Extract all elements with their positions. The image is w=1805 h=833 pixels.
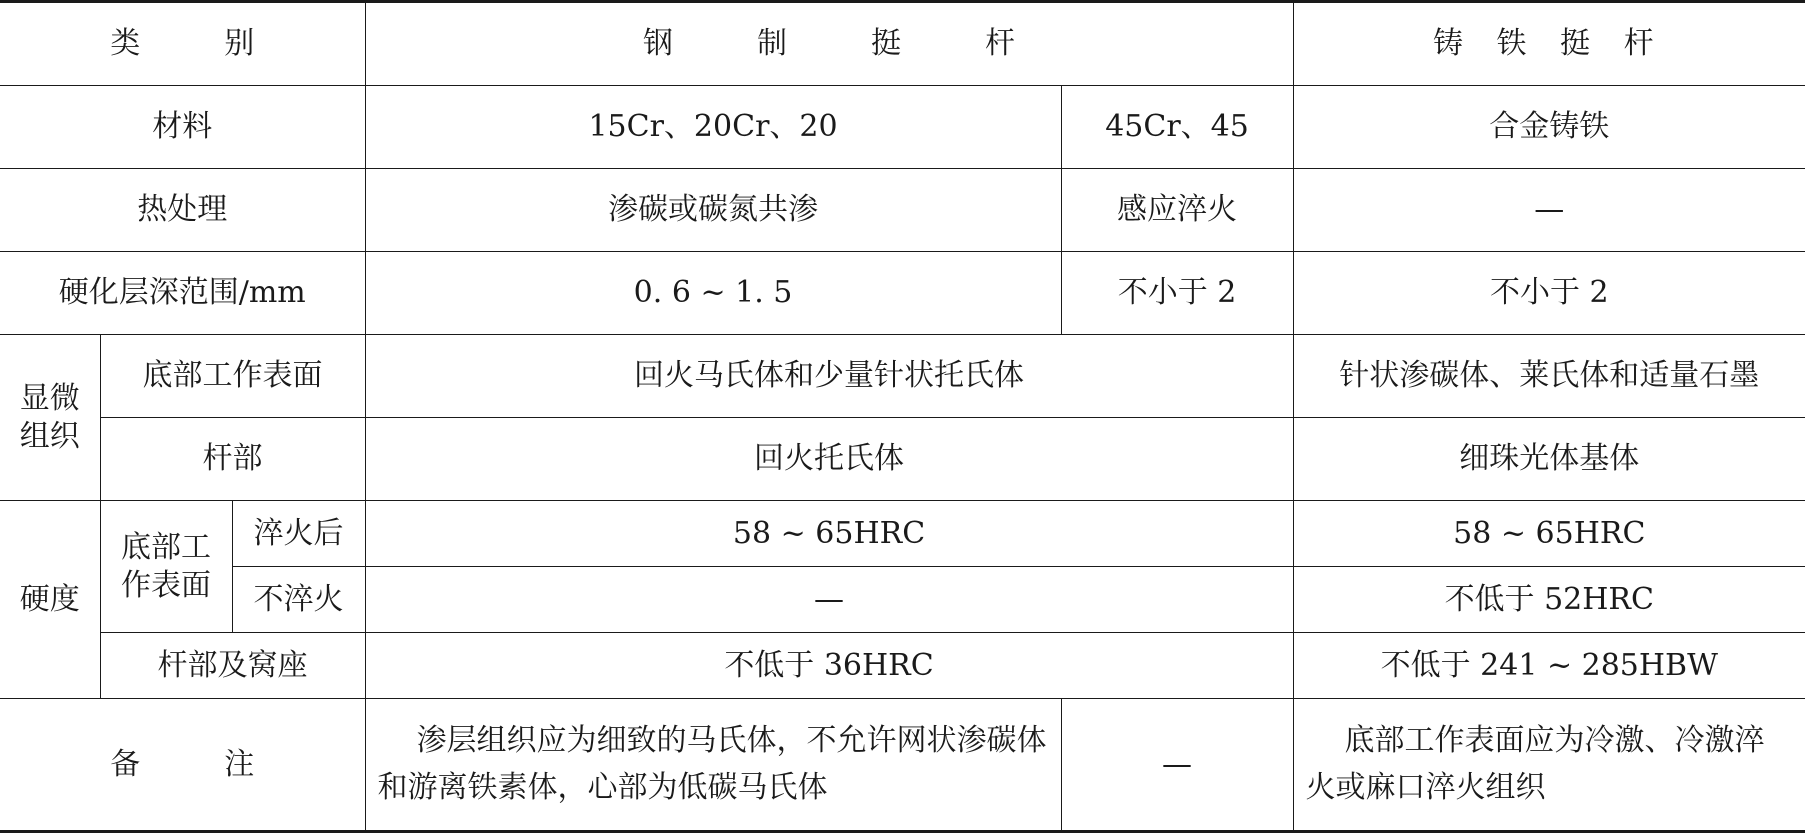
remarks-cast-iron xyxy=(1293,699,1805,832)
microstructure-label: 显微组织 xyxy=(0,335,100,501)
material-steel-carburizing: 15Cr、20Cr、20 xyxy=(365,86,1061,169)
microstructure-stem-cast-iron: 细珠光体基体 xyxy=(1293,418,1805,501)
remarks-steel-induction: — xyxy=(1061,699,1293,832)
microstructure-stem-label: 杆部 xyxy=(100,418,365,501)
hardness-quenched-cast-iron: 58 ~ 65HRC xyxy=(1293,501,1805,567)
hardness-quenched-row xyxy=(0,501,1805,567)
hardness-unquenched-label: 不淬火 xyxy=(232,567,365,633)
material-steel-induction: 45Cr、45 xyxy=(1061,86,1293,169)
header-cast-iron-tappet: 铸 铁 挺 杆 xyxy=(1293,2,1805,86)
hardness-stem-seat-row xyxy=(0,633,1805,699)
heat-treatment-cast-iron: — xyxy=(1293,169,1805,252)
microstructure-bottom-surface-label: 底部工作表面 xyxy=(100,335,365,418)
case-depth-cast-iron: 不小于 2 xyxy=(1293,252,1805,335)
case-depth-row xyxy=(0,252,1805,335)
hardness-stem-seat-steel: 不低于 36HRC xyxy=(365,633,1293,699)
microstructure-stem-row xyxy=(0,418,1805,501)
hardness-bottom-surface-label: 底部工作表面 xyxy=(100,501,232,633)
microstructure-stem-steel: 回火托氏体 xyxy=(365,418,1293,501)
remarks-cast-iron-text: 底部工作表面应为冷激、冷激淬火或麻口淬火组织 xyxy=(1305,723,1765,805)
microstructure-bottom-surface-cast-iron: 针状渗碳体、莱氏体和适量石墨 xyxy=(1293,335,1805,418)
case-depth-steel-induction: 不小于 2 xyxy=(1061,252,1293,335)
case-depth-steel-carburizing: 0. 6 ~ 1. 5 xyxy=(365,252,1061,335)
hardness-label: 硬度 xyxy=(0,501,100,699)
hardness-unquenched-cast-iron: 不低于 52HRC xyxy=(1293,567,1805,633)
material-row xyxy=(0,86,1805,169)
hardness-stem-seat-label: 杆部及窝座 xyxy=(100,633,365,699)
microstructure-bottom-row xyxy=(0,335,1805,418)
hardness-unquenched-steel: — xyxy=(365,567,1293,633)
header-row xyxy=(0,2,1805,86)
microstructure-bottom-surface-steel: 回火马氏体和少量针状托氏体 xyxy=(365,335,1293,418)
heat-treatment-label: 热处理 xyxy=(0,169,365,252)
heat-treatment-row xyxy=(0,169,1805,252)
remarks-row xyxy=(0,699,1805,832)
material-label: 材料 xyxy=(0,86,365,169)
hardness-quenched-label: 淬火后 xyxy=(232,501,365,567)
material-cast-iron: 合金铸铁 xyxy=(1293,86,1805,169)
header-steel-tappet: 钢 制 挺 杆 xyxy=(365,2,1293,86)
hardness-stem-seat-cast-iron: 不低于 241 ~ 285HBW xyxy=(1293,633,1805,699)
heat-treatment-steel-carburizing: 渗碳或碳氮共渗 xyxy=(365,169,1061,252)
remarks-steel-carburizing xyxy=(365,699,1061,832)
remarks-label: 备 注 xyxy=(0,699,365,832)
hardness-unquenched-row xyxy=(0,567,1805,633)
case-depth-label: 硬化层深范围/mm xyxy=(0,252,365,335)
remarks-steel-carburizing-text: 渗层组织应为细致的马氏体，不允许网状渗碳体和游离铁素体，心部为低碳马氏体 xyxy=(377,723,1047,805)
hardness-quenched-steel: 58 ~ 65HRC xyxy=(365,501,1293,567)
heat-treatment-steel-induction: 感应淬火 xyxy=(1061,169,1293,252)
header-category: 类 别 xyxy=(0,2,365,86)
